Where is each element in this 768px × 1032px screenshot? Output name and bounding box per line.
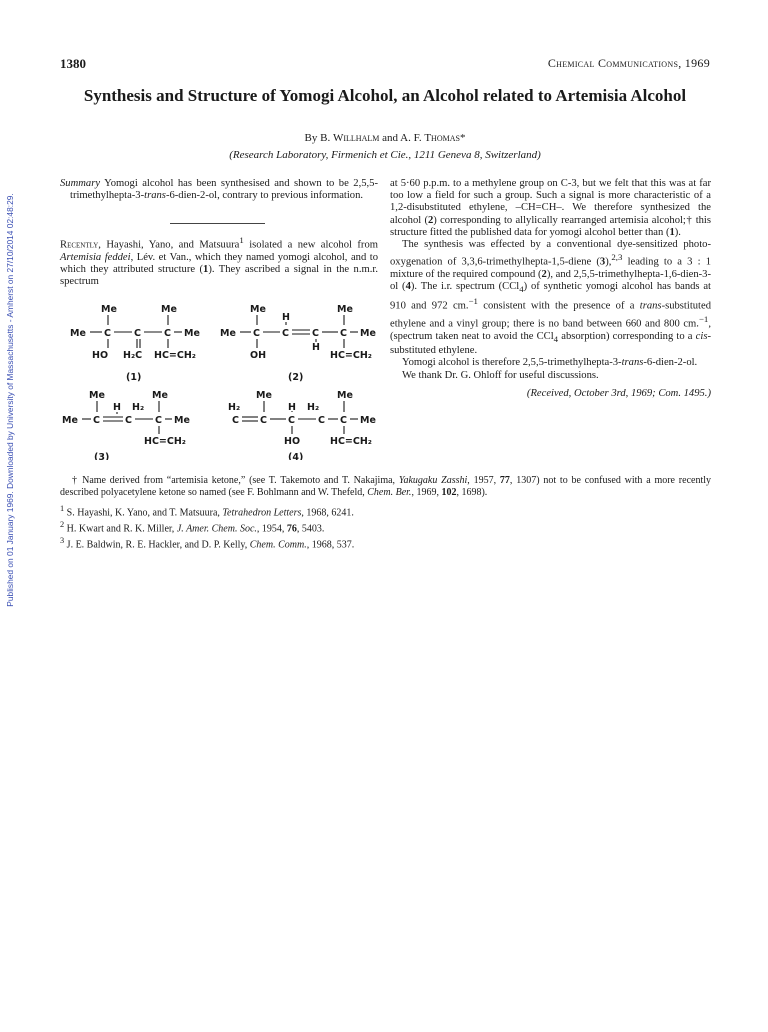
s2-h-top: H xyxy=(282,312,290,323)
summary: Summary Yomogi alcohol has been synthesised and shown to be 2,5,5-trimethylhepta-3-trans-6-dien-2-ol, contrary to previous information. xyxy=(60,178,378,202)
received-date: (Received, October 3rd, 1969; Com. 1495.) xyxy=(526,387,711,399)
reference-item: $^2$ H. Kwart and R. K. Miller, J. Amer. Chem. Soc., 1954, 76, 5403. xyxy=(60,519,325,535)
s4-ho: HO xyxy=(284,436,301,447)
s1-me-left: Me xyxy=(70,328,86,339)
affiliation: (Research Laboratory, Firmenich et Cie., 1211 Geneva 8, Switzerland) xyxy=(229,149,541,161)
paragraph-nmr: at 5·60 p.p.m. to a methylene group on C-3, but we felt that this was at far too low a field for such a group. Such a signal is more characteristic of a 1,2-disubstituted ethylene, –CH=CH–. We therefore synthesized the alcohol (2) corresponding to allylically rearranged artemisia alcohol;† this structure fitted the published data for yomogi alcohol better than (1). xyxy=(390,178,711,238)
s2-c1: C xyxy=(253,328,260,339)
right-column xyxy=(390,178,711,400)
s3-me-left: Me xyxy=(62,415,78,426)
authors: By B. Willhalm and A. F. Thomas* xyxy=(304,132,466,144)
s2-oh: OH xyxy=(250,350,267,361)
s3-vinyl: HC=CH₂ xyxy=(144,436,186,447)
paragraph-synthesis: The synthesis was effected by a conventional dye-sensitized photo-oxygenation of 3,3,6-trimethylhepta-1,5-diene (3),$^{2,3}$ leading to a 3 : 1 mixture of the required compound (2), and 2,5,5-trimethylhepta-1,6-dien-3-ol (4). The i.r. spectrum (CCl$_4$) of synthetic yomogi alcohol has bands at 910 and 972 cm.$^{-1}$ consistent with the presence of a trans-substituted ethylene and a vinyl group; there is no band between 660 and 800 cm.$^{-1}$, (spectrum taken neat to avoid the CCl$_4$ absorption) corresponding to a cis-substituted ethylene. xyxy=(390,239,711,357)
reference-item: $^1$ S. Hayashi, K. Yano, and T. Matsuura, Tetrahedron Letters, 1968, 6241. xyxy=(60,504,354,519)
structure-label-2: (2) xyxy=(288,372,304,383)
s1-c2: C xyxy=(134,328,141,339)
s3-c2: C xyxy=(125,415,132,426)
s4-h2-left: H₂ xyxy=(228,402,241,413)
s3-h2: H₂ xyxy=(132,402,145,413)
s2-h-bottom: H xyxy=(312,342,320,353)
s2-c3: C xyxy=(312,328,319,339)
s3-me-top-left: Me xyxy=(89,390,105,401)
s2-vinyl: HC=CH₂ xyxy=(330,350,372,361)
s1-ho: HO xyxy=(92,350,109,361)
s2-me-right: Me xyxy=(360,328,376,339)
s4-h2: H₂ xyxy=(307,402,320,413)
s4-h: H xyxy=(288,402,296,413)
references xyxy=(60,503,711,551)
s3-c1: C xyxy=(93,415,100,426)
s3-h: H xyxy=(113,402,121,413)
structure-label-4: (4) xyxy=(288,452,304,460)
chemical-structures xyxy=(58,300,388,460)
publication-sidebar: Published on 01 January 1969. Downloaded by University of Massachusetts - Amherst on 27/10/2014 02:48:29. xyxy=(5,193,15,607)
s2-c2: C xyxy=(282,328,289,339)
s4-c1: C xyxy=(232,415,239,426)
structure-label-1: (1) xyxy=(126,372,142,383)
page-number: 1380 xyxy=(60,56,86,71)
s3-me-top-right: Me xyxy=(152,390,168,401)
s4-c4: C xyxy=(318,415,325,426)
s3-c3: C xyxy=(155,415,162,426)
s2-me-left: Me xyxy=(220,328,236,339)
acknowledgement: We thank Dr. G. Ohloff for useful discussions. xyxy=(402,369,599,381)
s2-me-top-right: Me xyxy=(337,304,353,315)
s2-me-top-left: Me xyxy=(250,304,266,315)
footnote-dagger: † Name derived from “artemisia ketone,” (see T. Takemoto and T. Nakajima, Yakugaku Zasshi, 1957, 77, 1307) not to be confused with a more recently described polyacetylene ketone so named (see F. Bohlmann and W. Thefeld, Chem. Ber., 1969, 102, 1698). xyxy=(60,475,712,498)
s1-c3: C xyxy=(164,328,171,339)
s4-vinyl: HC=CH₂ xyxy=(330,436,372,447)
s1-h2c: H₂C xyxy=(123,350,143,361)
s1-me-right: Me xyxy=(184,328,200,339)
s3-me-right: Me xyxy=(174,415,190,426)
journal-header: Chemical Communications, 1969 xyxy=(547,56,710,70)
s1-me-top-left: Me xyxy=(101,304,117,315)
s4-c3: C xyxy=(288,415,295,426)
paragraph-conclusion: Yomogi alcohol is therefore 2,5,5-trimethylhepta-3-trans-6-dien-2-ol. xyxy=(402,357,698,369)
divider xyxy=(170,223,265,224)
intro-paragraph: Recently, Hayashi, Yano, and Matsuura$^1$ isolated a new alcohol from Artemisia feddei, Lév. et Van., which they named yomogi alcohol, and to which they attributed structure (1). They ascribed a signal in the n.m.r. spectrum xyxy=(60,235,378,288)
s2-c4: C xyxy=(340,328,347,339)
s4-c2: C xyxy=(260,415,267,426)
s4-me-top-left: Me xyxy=(256,390,272,401)
s4-me-top-right: Me xyxy=(337,390,353,401)
article-title: Synthesis and Structure of Yomogi Alcohol, an Alcohol related to Artemisia Alcohol xyxy=(83,86,687,105)
s1-vinyl: HC=CH₂ xyxy=(154,350,196,361)
s4-c5: C xyxy=(340,415,347,426)
s1-me-top-right: Me xyxy=(161,304,177,315)
structure-label-3: (3) xyxy=(94,452,110,460)
reference-item: $^3$ J. E. Baldwin, R. E. Hackler, and D. P. Kelly, Chem. Comm., 1968, 537. xyxy=(60,535,355,551)
s1-c1: C xyxy=(104,328,111,339)
s4-me-right: Me xyxy=(360,415,376,426)
